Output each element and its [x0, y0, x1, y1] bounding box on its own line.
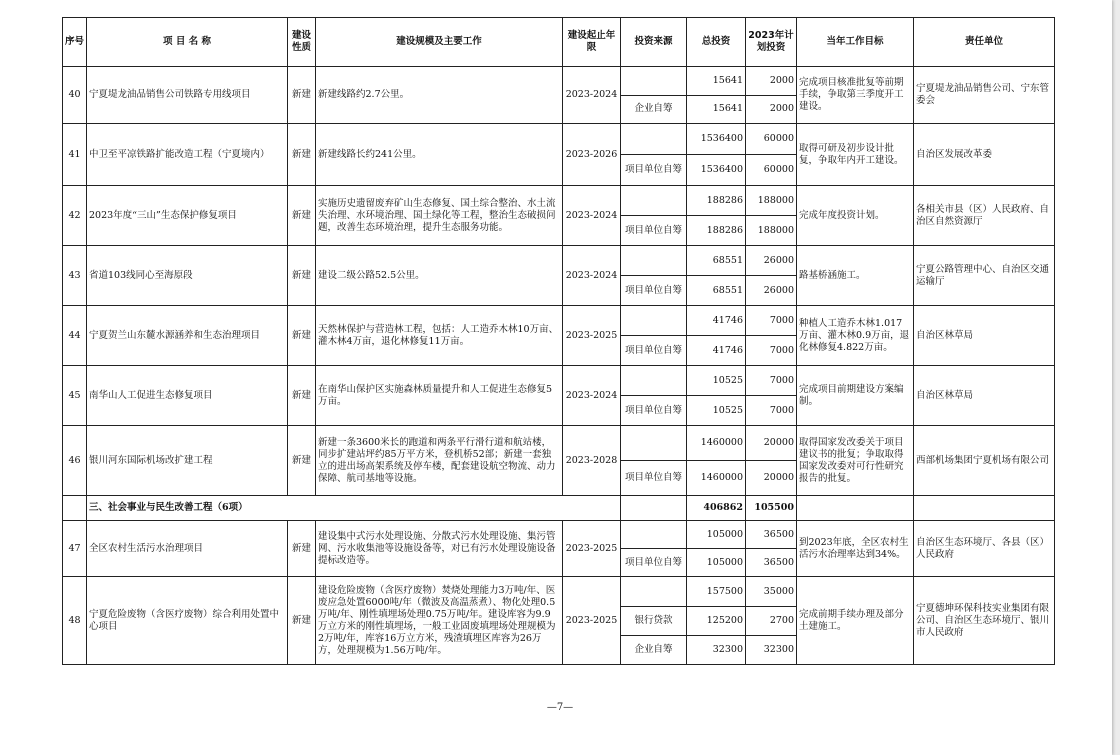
cell-total: 1460000 — [687, 461, 746, 496]
table-row — [63, 246, 1055, 276]
cell-goal: 完成前期手续办理及部分土建施工。 — [797, 577, 914, 665]
section-label: 三、社会事业与民生改善工程（6项） — [87, 496, 621, 521]
cell-scale: 新建线路长约241公里。 — [316, 124, 563, 186]
cell-scale: 新建一条3600米长的跑道和两条平行滑行道和航站楼，同步扩建站坪约85万平方米，登机桥52部；新建一套独立的进出场高架系统及停车楼，配套建设航空物流、动力保障、航司基地等设施。 — [316, 426, 563, 496]
cell-nature: 新建 — [288, 577, 316, 665]
cell-plan: 2000 — [746, 67, 797, 96]
cell-scale: 新建线路约2.7公里。 — [316, 67, 563, 124]
cell-source — [621, 246, 687, 276]
header-source: 投资来源 — [621, 18, 687, 67]
header-scale: 建设规模及主要工作 — [316, 18, 563, 67]
cell-source: 银行贷款 — [621, 607, 687, 636]
cell-unit: 宁夏堤龙油品销售公司、宁东管委会 — [914, 67, 1055, 124]
header-years: 建设起止年限 — [563, 18, 621, 67]
cell-years: 2023-2025 — [563, 577, 621, 665]
cell-plan: 188000 — [746, 186, 797, 216]
cell-unit: 西部机场集团宁夏机场有限公司 — [914, 426, 1055, 496]
cell-unit: 自治区发展改革委 — [914, 124, 1055, 186]
cell-total: 157500 — [687, 577, 746, 607]
cell-empty — [63, 496, 87, 521]
cell-goal: 完成项目核准批复等前期手续，争取第三季度开工建设。 — [797, 67, 914, 124]
cell-name: 全区农村生活污水治理项目 — [87, 521, 288, 577]
cell-total: 125200 — [687, 607, 746, 636]
cell-years: 2023-2024 — [563, 186, 621, 246]
cell-years: 2023-2024 — [563, 67, 621, 124]
cell-goal: 完成年度投资计划。 — [797, 186, 914, 246]
cell-empty — [621, 496, 687, 521]
cell-nature: 新建 — [288, 426, 316, 496]
cell-name: 宁夏贺兰山东麓水源涵养和生态治理项目 — [87, 306, 288, 366]
cell-plan: 7000 — [746, 396, 797, 426]
cell-source — [621, 577, 687, 607]
header-seq: 序号 — [63, 18, 87, 67]
cell-nature: 新建 — [288, 186, 316, 246]
section-row — [63, 496, 1055, 521]
cell-unit: 宁夏德坤环保科技实业集团有限公司、自治区生态环境厅、银川市人民政府 — [914, 577, 1055, 665]
cell-name: 南华山人工促进生态修复项目 — [87, 366, 288, 426]
cell-goal: 路基桥涵施工。 — [797, 246, 914, 306]
cell-scale: 天然林保护与营造林工程，包括：人工造乔木林10万亩、灌木林4万亩，退化林修复11万亩。 — [316, 306, 563, 366]
table-row — [63, 366, 1055, 396]
table-row — [63, 67, 1055, 96]
cell-plan: 2700 — [746, 607, 797, 636]
cell-goal: 取得国家发改委关于项目建议书的批复；争取取得国家发改委对可行性研究报告的批复。 — [797, 426, 914, 496]
cell-name: 中卫至平凉铁路扩能改造工程（宁夏境内） — [87, 124, 288, 186]
cell-plan: 188000 — [746, 216, 797, 246]
cell-scale: 建设二级公路52.5公里。 — [316, 246, 563, 306]
cell-goal: 取得可研及初步设计批复，争取年内开工建设。 — [797, 124, 914, 186]
cell-total: 188286 — [687, 216, 746, 246]
cell-nature: 新建 — [288, 124, 316, 186]
cell-years: 2023-2025 — [563, 521, 621, 577]
cell-years: 2023-2024 — [563, 246, 621, 306]
cell-name: 省道103线同心至海原段 — [87, 246, 288, 306]
cell-scale: 在南华山保护区实施森林质量提升和人工促进生态修复5万亩。 — [316, 366, 563, 426]
section-total: 406862 — [687, 496, 746, 521]
table-row — [63, 426, 1055, 461]
table-header-row — [63, 18, 1055, 67]
cell-seq: 41 — [63, 124, 87, 186]
cell-nature: 新建 — [288, 246, 316, 306]
cell-unit: 宁夏公路管理中心、自治区交通运输厅 — [914, 246, 1055, 306]
header-name: 项 目 名 称 — [87, 18, 288, 67]
cell-plan: 36500 — [746, 549, 797, 577]
cell-nature: 新建 — [288, 366, 316, 426]
cell-source — [621, 186, 687, 216]
cell-name: 宁夏堤龙油品销售公司铁路专用线项目 — [87, 67, 288, 124]
header-unit: 责任单位 — [914, 18, 1055, 67]
cell-years: 2023-2024 — [563, 366, 621, 426]
cell-source: 项目单位自筹 — [621, 549, 687, 577]
cell-total: 32300 — [687, 636, 746, 665]
project-table — [62, 17, 1055, 665]
header-total: 总投资 — [687, 18, 746, 67]
cell-years: 2023-2028 — [563, 426, 621, 496]
cell-source: 项目单位自筹 — [621, 336, 687, 366]
cell-unit: 自治区生态环境厅、各县（区）人民政府 — [914, 521, 1055, 577]
cell-total: 1536400 — [687, 155, 746, 186]
cell-seq: 40 — [63, 67, 87, 124]
cell-plan: 26000 — [746, 246, 797, 276]
cell-source: 企业自筹 — [621, 95, 687, 124]
cell-seq: 45 — [63, 366, 87, 426]
cell-plan: 7000 — [746, 336, 797, 366]
cell-source — [621, 67, 687, 96]
cell-nature: 新建 — [288, 521, 316, 577]
cell-nature: 新建 — [288, 306, 316, 366]
cell-total: 15641 — [687, 67, 746, 96]
cell-total: 105000 — [687, 549, 746, 577]
cell-scale: 建设危险废物（含医疗废物）焚烧处理能力3万吨/年、医废应急处置6000吨/年（微波及高温蒸煮）、物化处理0.5万吨/年、刚性填埋场处理0.75万吨/年。建设库容为9.9万立方米的刚性填埋场，一般工业固废填埋场处理规模为2万吨/年，库容16万立方米，残渣填埋区库容为26万方，处理规模为1.56万吨/年。 — [316, 577, 563, 665]
cell-empty — [914, 496, 1055, 521]
cell-source: 项目单位自筹 — [621, 216, 687, 246]
cell-total: 41746 — [687, 306, 746, 336]
header-plan: 2023年计划投资 — [746, 18, 797, 67]
cell-nature: 新建 — [288, 67, 316, 124]
cell-total: 1536400 — [687, 124, 746, 155]
cell-plan: 20000 — [746, 461, 797, 496]
cell-total: 15641 — [687, 95, 746, 124]
cell-seq: 44 — [63, 306, 87, 366]
cell-goal: 完成项目前期建设方案编制。 — [797, 366, 914, 426]
cell-seq: 42 — [63, 186, 87, 246]
cell-name: 宁夏危险废物（含医疗废物）综合利用处置中心项目 — [87, 577, 288, 665]
section-plan: 105500 — [746, 496, 797, 521]
cell-name: 2023年度“三山”生态保护修复项目 — [87, 186, 288, 246]
cell-name: 银川河东国际机场改扩建工程 — [87, 426, 288, 496]
cell-plan: 36500 — [746, 521, 797, 549]
page-number: —7— — [546, 702, 574, 713]
cell-plan: 35000 — [746, 577, 797, 607]
cell-empty — [797, 496, 914, 521]
table-row — [63, 124, 1055, 155]
cell-unit: 自治区林草局 — [914, 306, 1055, 366]
cell-source — [621, 306, 687, 336]
cell-plan: 60000 — [746, 124, 797, 155]
cell-source — [621, 124, 687, 155]
cell-scale: 实施历史遗留废弃矿山生态修复、国土综合整治、水土流失治理、水环境治理、国土绿化等工程，整治生态破损问题，改善生态环境治理，提升生态服务功能。 — [316, 186, 563, 246]
cell-source: 企业自筹 — [621, 636, 687, 665]
cell-seq: 48 — [63, 577, 87, 665]
cell-plan: 7000 — [746, 306, 797, 336]
cell-plan: 60000 — [746, 155, 797, 186]
table-row — [63, 306, 1055, 336]
cell-total: 105000 — [687, 521, 746, 549]
cell-total: 41746 — [687, 336, 746, 366]
cell-total: 10525 — [687, 396, 746, 426]
cell-source: 项目单位自筹 — [621, 276, 687, 306]
header-nature: 建设性质 — [288, 18, 316, 67]
cell-total: 1460000 — [687, 426, 746, 461]
cell-source: 项目单位自筹 — [621, 155, 687, 186]
cell-source — [621, 366, 687, 396]
cell-total: 188286 — [687, 186, 746, 216]
cell-source — [621, 521, 687, 549]
header-goal: 当年工作目标 — [797, 18, 914, 67]
cell-total: 68551 — [687, 276, 746, 306]
table-row — [63, 186, 1055, 216]
cell-plan: 20000 — [746, 426, 797, 461]
cell-source — [621, 426, 687, 461]
cell-years: 2023-2025 — [563, 306, 621, 366]
cell-plan: 7000 — [746, 366, 797, 396]
cell-total: 68551 — [687, 246, 746, 276]
cell-seq: 43 — [63, 246, 87, 306]
cell-plan: 2000 — [746, 95, 797, 124]
cell-source: 项目单位自筹 — [621, 396, 687, 426]
cell-plan: 32300 — [746, 636, 797, 665]
table-row — [63, 521, 1055, 549]
cell-goal: 到2023年底，全区农村生活污水治理率达到34%。 — [797, 521, 914, 577]
cell-seq: 46 — [63, 426, 87, 496]
cell-unit: 自治区林草局 — [914, 366, 1055, 426]
cell-scale: 建设集中式污水处理设施、分散式污水处理设施、集污管网、污水收集池等设施设备等，对已有污水处理设施设备提标改造等。 — [316, 521, 563, 577]
cell-goal: 种植人工造乔木林1.017万亩、灌木林0.9万亩，退化林修复4.822万亩。 — [797, 306, 914, 366]
cell-years: 2023-2026 — [563, 124, 621, 186]
cell-source: 项目单位自筹 — [621, 461, 687, 496]
table-row — [63, 577, 1055, 607]
cell-plan: 26000 — [746, 276, 797, 306]
cell-seq: 47 — [63, 521, 87, 577]
cell-total: 10525 — [687, 366, 746, 396]
cell-unit: 各相关市县（区）人民政府、自治区自然资源厅 — [914, 186, 1055, 246]
